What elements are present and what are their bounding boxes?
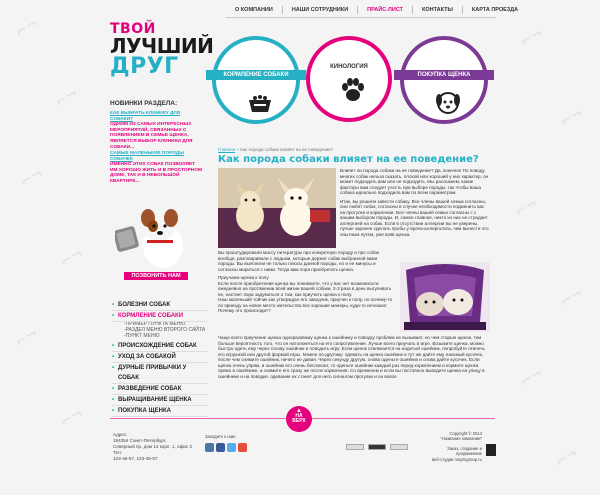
arrow-up-icon: ▲ [296, 408, 302, 414]
sidebar-item-purchase[interactable]: • ПОКУПКА ЩЕНКА [112, 406, 208, 417]
puppy-icon [434, 88, 462, 116]
paw-icon [339, 76, 367, 104]
sidebar-subitem[interactable]: -ПУНКТ МЕНЮ [124, 332, 160, 339]
sidebar-item-origin[interactable]: • ПРОИСХОЖДЕНИЕ СОБАК [112, 341, 208, 352]
social-links [205, 443, 247, 452]
bulldog-photo [400, 262, 490, 332]
logo[interactable] [110, 22, 213, 78]
address-line-1: 194354 Санкт-Петербург, [113, 438, 167, 443]
phone-label: Тел: [113, 450, 122, 455]
paragraph: Вы проштудировали массу литературы про конкретную породу и про собак вообще, разговаривали с людьми, которые держат собак выбранной вами породы. Вы выяснили не только плюсы данной породы, но и ее минусы и согласны мириться с ними. Тогда вам пора приобретать щенка. [218, 250, 379, 272]
nav-item-contacts[interactable]: КОНТАКТЫ [412, 6, 462, 14]
sidebar-item-care[interactable]: • УХОД ЗА СОБАКОЙ [112, 352, 208, 363]
chihuahua-photo [218, 168, 336, 248]
news-item [110, 111, 202, 150]
breadcrumb [218, 147, 333, 152]
back-to-top-line-1: НА [295, 413, 303, 419]
developer-line-2[interactable]: веб-студии nmprogroup.ru [431, 456, 482, 462]
nav-item-price-list[interactable]: ПРАЙС-ЛИСТ [357, 6, 412, 14]
breadcrumb-home[interactable]: Главная [218, 147, 236, 152]
circle-cynology[interactable] [306, 36, 392, 122]
intro-text [340, 168, 490, 240]
sidebar-item-breeding[interactable]: • РАЗВЕДЕНИЕ СОБАК [112, 384, 208, 395]
counters [346, 444, 408, 450]
breadcrumb-current: Как порода собаки влияет на ее поведение? [240, 147, 334, 152]
twitter-icon[interactable] [227, 443, 236, 452]
logo-line-3: ДРУГ [110, 54, 179, 79]
nav-item-map[interactable]: КАРТА ПРОЕЗДА [462, 6, 527, 14]
body-text [218, 250, 394, 317]
sidebar-item-raising[interactable]: • ВЫРАЩИВАНИЕ ЩЕНКА [112, 395, 208, 406]
copyright-line-2: "Название компании" [440, 436, 482, 442]
address-label: Адрес: [113, 432, 128, 437]
bowl-icon [246, 88, 274, 116]
sidebar-item-diseases[interactable]: • БОЛЕЗНИ СОБАК [112, 300, 208, 311]
paragraph: Чаще всего приучение щенка одноразовому щенка к ошейнику и поводку проблем не вызывает, но чем старше щенок, тем больше вероятность того, что он натолкнеться на его сопротивление. Лучше всего приучать в игре. Возьмите щенка, можно быстро одеть ему через голову ошейник и поводить игру. Если щенок отвлекается на надетый ошейник, попробуйте отвлечь его игрушкой или другой формой игры. Можно по-другому: одевать на щенка ошейник и тут же дайте ему лакомый кусочек, после чем снимите ошейник, ничего не давая. Через секунду другую, снова оденьте ошейник и снова дайте кусочек. Если щенок очень упрям, и ошейник его очень беспокоит, то оденьте ошейник каждый раз перед кормлением и кормите щенка прямо в ошейнике, а снимите его сразу же после кормления. Со временем и если вы постоянно выводите щенка на улицу в ошейнике и на поводке, одевание их станет для него сигналом прогулки и он вовсе [218, 335, 485, 379]
sidebar-subitem[interactable]: -РАЗДЕЛ МЕНЮ ВТОРОГО САЙТА [124, 326, 206, 333]
back-to-top-line-2: ВЕРХ [292, 418, 306, 424]
nav-item-staff[interactable]: НАШИ СОТРУДНИКИ [282, 6, 357, 14]
circle-puppy-purchase[interactable] [400, 36, 488, 124]
circle-feeding[interactable] [212, 36, 300, 124]
news-text: ОДНИМ ИЗ САМЫХ ИНТЕРЕСНЫХ МЕРОПРИЯТИЙ, СВЯЗАННЫХ С ПОЯВЛЕНИЕМ В СЕМЬЕ ЩЕНКА, ЯВЛЯЕТСЯ ВЫБОР КЛИНИКИ ДЛЯ СОБАКИ... [110, 122, 193, 150]
sidebar-menu [112, 300, 208, 417]
counter-badge[interactable] [368, 444, 386, 450]
news-link[interactable]: САМЫЕ МАЛЕНЬКИЕ ПОРОДЫ СОБАЧЕК [110, 151, 185, 162]
news-item [110, 151, 202, 185]
top-nav [226, 6, 527, 14]
paragraph: Итак, вы решили завести собаку. Все члены вашей семьи согласны, они любят собак, согласны в случае необходимости подменить вас на прогулке и кормлении. Все члены вашей семьи согласны с с вашим выбором породы. И, самое главное, никто из них не страдает аллергией на собак. Если в отсутствии аллергии вы не уверены, лучше заранее сделать пробы у врача-аллерголога, чем вынести это опытным путем, уже взяв щенка. [340, 198, 489, 237]
news-heading: НОВИНКИ РАЗДЕЛА: [110, 100, 178, 107]
circle-cynology-label: КИНОЛОГИЯ [330, 64, 368, 70]
paragraph: Приучаем щенка к полу Если после приобретения щенка вы понимаете, что у вас нет возможности ежедневно на протяжении всей жизни вашей собаки, 2-3 раза в день выгуливать ее, настает пора задуматься о том, как приучить щенка к полу. Наш маленький тойчик как утверждал его заводчик, приучен к полу, но почему-то по приезду на новое место жительство все хорошие манеры, куда-то исчезают. Почему это происходит? [218, 275, 393, 313]
developer-logo[interactable] [486, 444, 496, 456]
circle-puppy-label: ПОКУПКА ЩЕНКА [394, 70, 494, 80]
logo-line-2: ЛУЧШИЙ [110, 34, 214, 58]
dog-phone-illustration [115, 200, 195, 270]
back-to-top-button[interactable] [286, 406, 312, 432]
news-link[interactable]: КАК ВЫБРАТЬ КЛИНИКУ ДЛЯ СОБАКИ? [110, 111, 181, 122]
news-text: ИМЕННО ЭТИХ СОБАК ПОЗВОЛЯЕТ ИМ ХОРОШО ЖИТЬ И В ПРОСТОРНОМ ДОМЕ, ТАК И В НЕБОЛЬШОЙ КВАРТИРЕ... [110, 162, 202, 184]
sidebar-item-feeding[interactable]: • КОРМЛЕНИЕ СОБАКИ [112, 311, 208, 322]
logo-line-1: ТВОЙ [110, 21, 156, 37]
nav-item-about[interactable]: О КОМПАНИИ [235, 7, 273, 13]
developer-line-1: Заказ, создание и продвижение [447, 446, 482, 457]
counter-badge[interactable] [390, 444, 408, 450]
sidebar-item-bad-habits[interactable]: • ДУРНЫЕ ПРИВЫЧКИ У СОБАК [112, 363, 208, 384]
nav-divider [226, 17, 496, 18]
page-title: Как порода собаки влияет на ее поведение? [218, 154, 479, 165]
circle-feeding-label: КОРМЛЕНИЕ СОБАКИ [206, 70, 306, 80]
social-label: Заходите к нам: [205, 434, 236, 439]
breadcrumb-separator: » [236, 147, 239, 152]
address-line-2: Северный пр. дом 14 корп. 1, офис 2 [113, 444, 193, 449]
sidebar-subitem[interactable]: -ПРИМЕР ПУНКТА МЕНЮ [124, 321, 186, 327]
copyright [426, 431, 482, 442]
copyright-line-1: Copyright © 2014 [449, 431, 482, 436]
call-us-button[interactable]: ПОЗВОНИТЬ НАМ [124, 272, 188, 280]
long-text [218, 335, 492, 382]
counter-badge[interactable] [346, 444, 364, 450]
facebook-icon[interactable] [216, 443, 225, 452]
vk-icon[interactable] [205, 443, 214, 452]
phone: 123-45-67, 123-45-67 [113, 456, 158, 461]
google-plus-icon[interactable] [238, 443, 247, 452]
footer-address [113, 432, 192, 462]
paragraph: Влияет ли порода собаки на ее поведение? Да, конечно! По поводу многих собак нельзя сказать, плохой или хороший у них характер, он может подходить вам или не подходить. Мы расскажем, какие факторы вам следует учесть при выборе породы, так чтобы ваша собака идеально подходила вам по всем параметрам. [340, 168, 489, 195]
developer-credit [426, 446, 482, 462]
